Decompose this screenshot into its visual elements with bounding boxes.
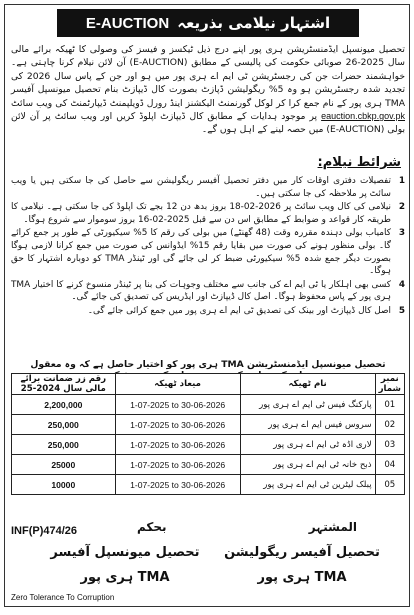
anti-corruption-tagline: Zero Tolerance To Corruption	[11, 593, 115, 602]
signature-municipal-officer	[45, 545, 205, 585]
term-item	[11, 227, 405, 277]
title-english: E-AUCTION	[85, 14, 170, 32]
reference-number: INF(P)474/26	[11, 525, 78, 537]
cell-amount: 250,000	[12, 435, 116, 455]
intro-paragraph	[11, 43, 405, 151]
page-title	[57, 9, 359, 37]
signature-location: TMA ہری پور	[80, 570, 170, 585]
signature-regulation-officer	[207, 545, 397, 585]
cell-contract-name: سروس فیس ایم اے ہری پور	[240, 415, 375, 435]
cell-contract-name: پبلک لیٹرین ٹی ایم اے ہری پور	[240, 475, 375, 495]
term-item	[11, 175, 405, 200]
cell-serial: 03	[375, 435, 404, 455]
term-text: نیلامی کی کال ویب سائٹ پر 2026-02-18 بروز بدھ دن 12 بجے تک اپلوڈ کی جا سکتی ہے۔ نیلامی کا طریقہ کار قواعد و ضوابط کے مطابق اس دن سے قبل 2025-02-16 بروز سوموار سے شروع ہوگا۔	[11, 202, 391, 225]
cell-amount: 250,000	[12, 415, 116, 435]
header-amount: رقم زر ضمانت برائے مالی سال 2024-25	[12, 374, 116, 395]
cell-serial: 02	[375, 415, 404, 435]
term-text: اصل کال ڈیپازٹ اور بینک کی تصدیق ٹی ایم اے ہری پور میں جمع کرائی جائے گی۔	[87, 305, 391, 316]
cell-amount: 10000	[12, 475, 116, 495]
signature-title: تحصیل میونسپل آفیسر	[50, 545, 200, 560]
table-row	[12, 435, 405, 455]
intro-text-2: پر موجود ہدایات کے مطابق کال ڈیپازٹ اپلوڈ کریں اور ویب سائٹ پر آن لائن بولی (E-AUCTION) میں حصہ لینے کے اہل ہوں گے۔	[11, 111, 405, 136]
table-row	[12, 415, 405, 435]
term-text: تفصیلات دفتری اوقات کار میں دفتر تحصیل آفیسر ریگولیشن سے حاصل کی جا سکتی ہیں یا ویب سائٹ پر ملاحظہ کی جا سکتی ہیں۔	[11, 176, 391, 199]
term-number: 4	[398, 279, 405, 290]
intro-text-1: تحصیل میونسپل ایڈمنسٹریشن ہری پور اپنے درج ذیل ٹیکسز و فیسز کی وصولی کا ٹھیکہ برائے مالی سال 2025-26 صوبائی حکومت کی پالیسی کے مطابق (E-AUCTION) آن لائن نیلام کرنا چاہتی ہے۔ خواہشمند حضرات جن کی رجسٹریشن ٹی ایم اے ہری پور میں ہو اور جن کے پاس سال 2026 کی تجدید شدہ رجسٹریشن ہو وہ 5% ریگولیشن ڈپازٹ بصورت کال ڈیپازٹ بنام تحصیل میونسپل آفیسر TMA ہری پور کے نام جمع کرا کر لوکل گورنمنٹ الیکشنز اینڈ رورل ڈویلپمنٹ ڈیپارٹمنٹ کی ویب سائٹ	[11, 44, 406, 109]
term-item	[11, 305, 405, 318]
header-contract-name: نام ٹھیکہ	[240, 374, 375, 395]
by-order-label: بحکم	[137, 520, 167, 534]
auction-website-link[interactable]: eauction.cbkp.gov.pk	[321, 111, 405, 122]
cell-amount: 2,200,000	[12, 395, 116, 415]
advertiser-label: المشتہر	[308, 520, 357, 534]
term-item	[11, 279, 405, 304]
cell-serial: 01	[375, 395, 404, 415]
cell-period: 1-07-2025 to 30-06-2026	[115, 475, 240, 495]
cell-contract-name: پارکنگ فیس ٹی ایم اے ہری پور	[240, 395, 375, 415]
table-header-row	[12, 374, 405, 395]
header-period: میعاد ٹھیکہ	[115, 374, 240, 395]
authority-notice: تحصیل میونسپل ایڈمنسٹریشن TMA ہری پور کو اختیار حاصل ہے کہ وہ معقول	[30, 359, 386, 370]
cell-contract-name: ذبح خانہ ٹی ایم اے ہری پور	[240, 455, 375, 475]
cell-serial: 04	[375, 455, 404, 475]
header-serial: نمبر شمار	[375, 374, 404, 395]
table-row	[12, 455, 405, 475]
term-number: 1	[398, 176, 405, 186]
table-row	[12, 395, 405, 415]
cell-period: 1-07-2025 to 30-06-2026	[115, 415, 240, 435]
term-number: 5	[398, 305, 405, 316]
term-number: 2	[398, 202, 405, 213]
terms-list	[11, 175, 405, 355]
cell-period: 1-07-2025 to 30-06-2026	[115, 435, 240, 455]
cell-serial: 05	[375, 475, 404, 495]
cell-amount: 25000	[12, 455, 116, 475]
term-text: کامیاب بولی دہندہ مقررہ وقت (48 گھنٹے) میں بولی کی رقم کا 5% سیکیورٹی کے طور پر جمع کرائے گا۔ بولی منظور ہونے کی صورت میں بقایا رقم 15% ایڈوانس کی صورت میں جمع کرانا لازمی ہوگا بصورت دیگر جمع شدہ 5% سیکیورٹی ضبط کر لی جائے گی اور ٹینڈر TMA کو دوبارہ اشتہار کا حق ہوگا۔	[11, 228, 391, 277]
advertisement-page	[4, 4, 410, 607]
signature-location: TMA ہری پور	[257, 570, 347, 585]
term-text: کسی بھی اہلکار یا ٹی ایم اے کی جانب سے مختلف وجوہات کی بنا پر ٹینڈر منسوخ کرنے کا اختیار TMA ہری پور کے پاس محفوظ ہوگا۔ اصل کال ڈیپازٹ اور ایڈریس کی تصدیق کی جائے گی۔	[11, 279, 391, 303]
signature-title: تحصیل آفیسر ریگولیشن	[224, 545, 380, 560]
cell-period: 1-07-2025 to 30-06-2026	[115, 455, 240, 475]
contracts-table	[11, 373, 405, 495]
terms-heading: شرائط نیلام:	[317, 155, 401, 170]
table-row	[12, 475, 405, 495]
cell-contract-name: لاری اڈہ ٹی ایم اے ہری پور	[240, 435, 375, 455]
term-item	[11, 201, 405, 226]
cell-period: 1-07-2025 to 30-06-2026	[115, 395, 240, 415]
title-urdu: اشتہار نیلامی بذریعہ	[177, 14, 331, 32]
term-number: 3	[398, 228, 405, 239]
